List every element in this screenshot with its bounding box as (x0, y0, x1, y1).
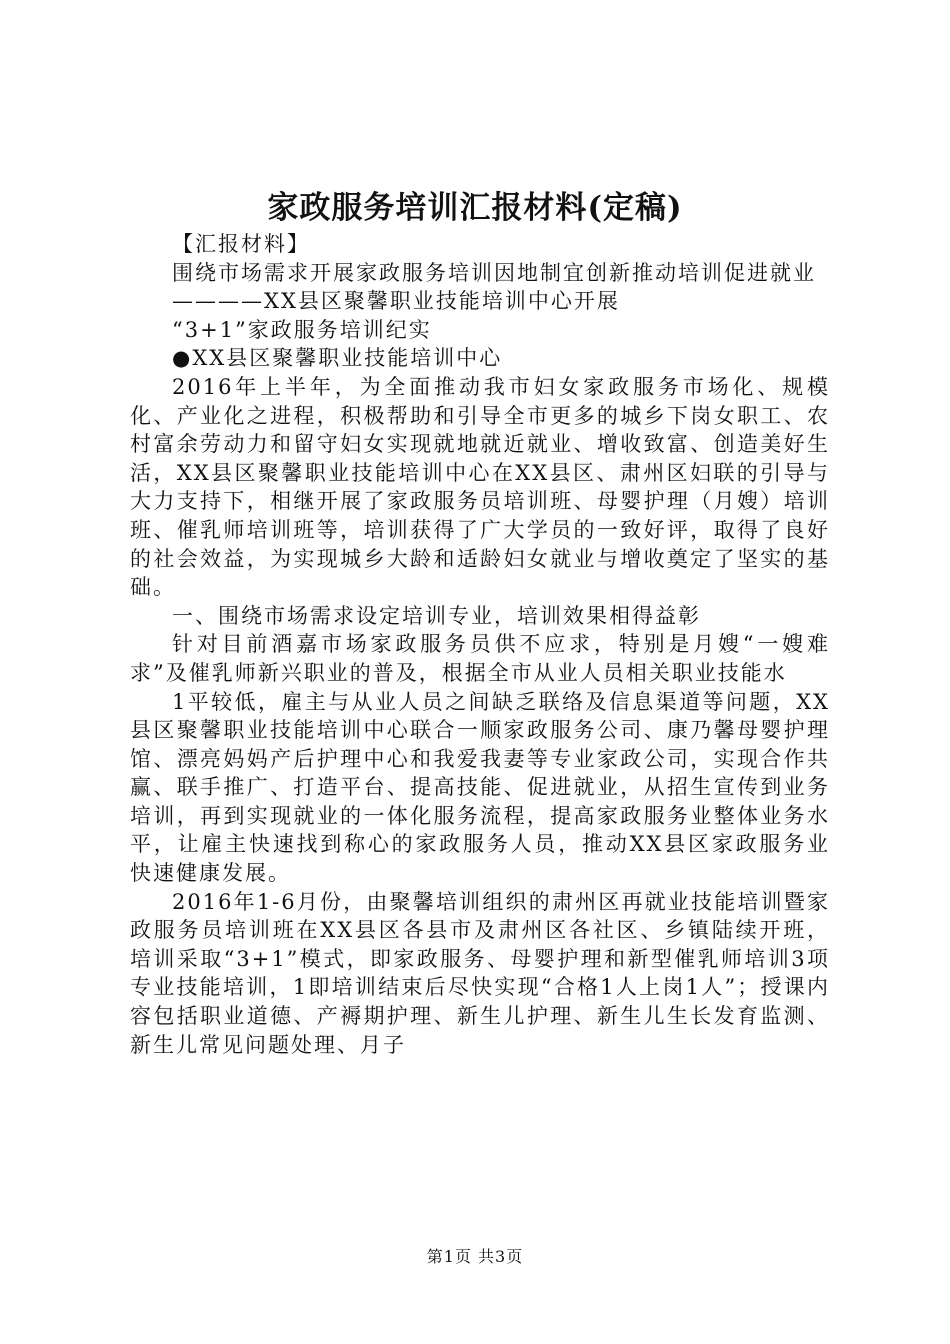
report-subheading: ————XX县区聚馨职业技能培训中心开展 (172, 289, 620, 314)
body-paragraph: 2016年1-6月份，由聚馨培训组织的肃州区再就业技能培训暨家政服务员培训班在XX县区各县市及肃州区各社区、乡镇陆续开班，培训采取“3+1”模式，即家政服务、母婴护理和新型催乳师培训3项专业技能培训，1即培训结束后尽快实现“合格1人上岗1人”；授课内容包括职业道德、产褥期护理、新生儿护理、新生儿生长发育监测、新生儿常见问题处理、月子 (130, 889, 830, 1057)
document-body (130, 230, 830, 1059)
page-footer: 第1页 共3页 (426, 1247, 524, 1266)
section-heading: 一、围绕市场需求设定培训专业，培训效果相得益彰 (172, 603, 701, 628)
body-paragraph: 针对目前酒嘉市场家政服务员供不应求，特别是月嫂“一嫂难求”及催乳师新兴职业的普及，根据全市从业人员相关职业技能水 (130, 632, 830, 685)
report-subheading-2: “3+1”家政服务培训纪实 (172, 317, 432, 342)
report-heading: 围绕市场需求开展家政服务培训因地制宜创新推动培训促进就业 (172, 260, 816, 285)
document-title: 家政服务培训汇报材料(定稿) (267, 190, 683, 226)
body-paragraph: 1平较低，雇主与从业人员之间缺乏联络及信息渠道等问题，XX县区聚馨职业技能培训中心联合一顺家政服务公司、康乃馨母婴护理馆、漂亮妈妈产后护理中心和我爱我妻等专业家政公司，实现合作共赢、联手推广、打造平台、提高技能、促进就业，从招生宣传到业务培训，再到实现就业的一体化服务流程，提高家政服务业整体业务水平，让雇主快速找到称心的家政服务人员，推动XX县区家政服务业快速健康发展。 (130, 689, 830, 886)
section-label: 【汇报材料】 (172, 232, 310, 256)
body-paragraph: 2016年上半年，为全面推动我市妇女家政服务市场化、规模化、产业化之进程，积极帮助和引导全市更多的城乡下岗女职工、农村富余劳动力和留守妇女实现就地就近就业、增收致富、创造美好生活，XX县区聚馨职业技能培训中心在XX县区、肃州区妇联的引导与大力支持下，相继开展了家政服务员培训班、母婴护理（月嫂）培训班、催乳师培训班等，培训获得了广大学员的一致好评，取得了良好的社会效益，为实现城乡大龄和适龄妇女就业与增收奠定了坚实的基础。 (130, 374, 830, 600)
author-line: ●XX县区聚馨职业技能培训中心 (172, 346, 503, 371)
